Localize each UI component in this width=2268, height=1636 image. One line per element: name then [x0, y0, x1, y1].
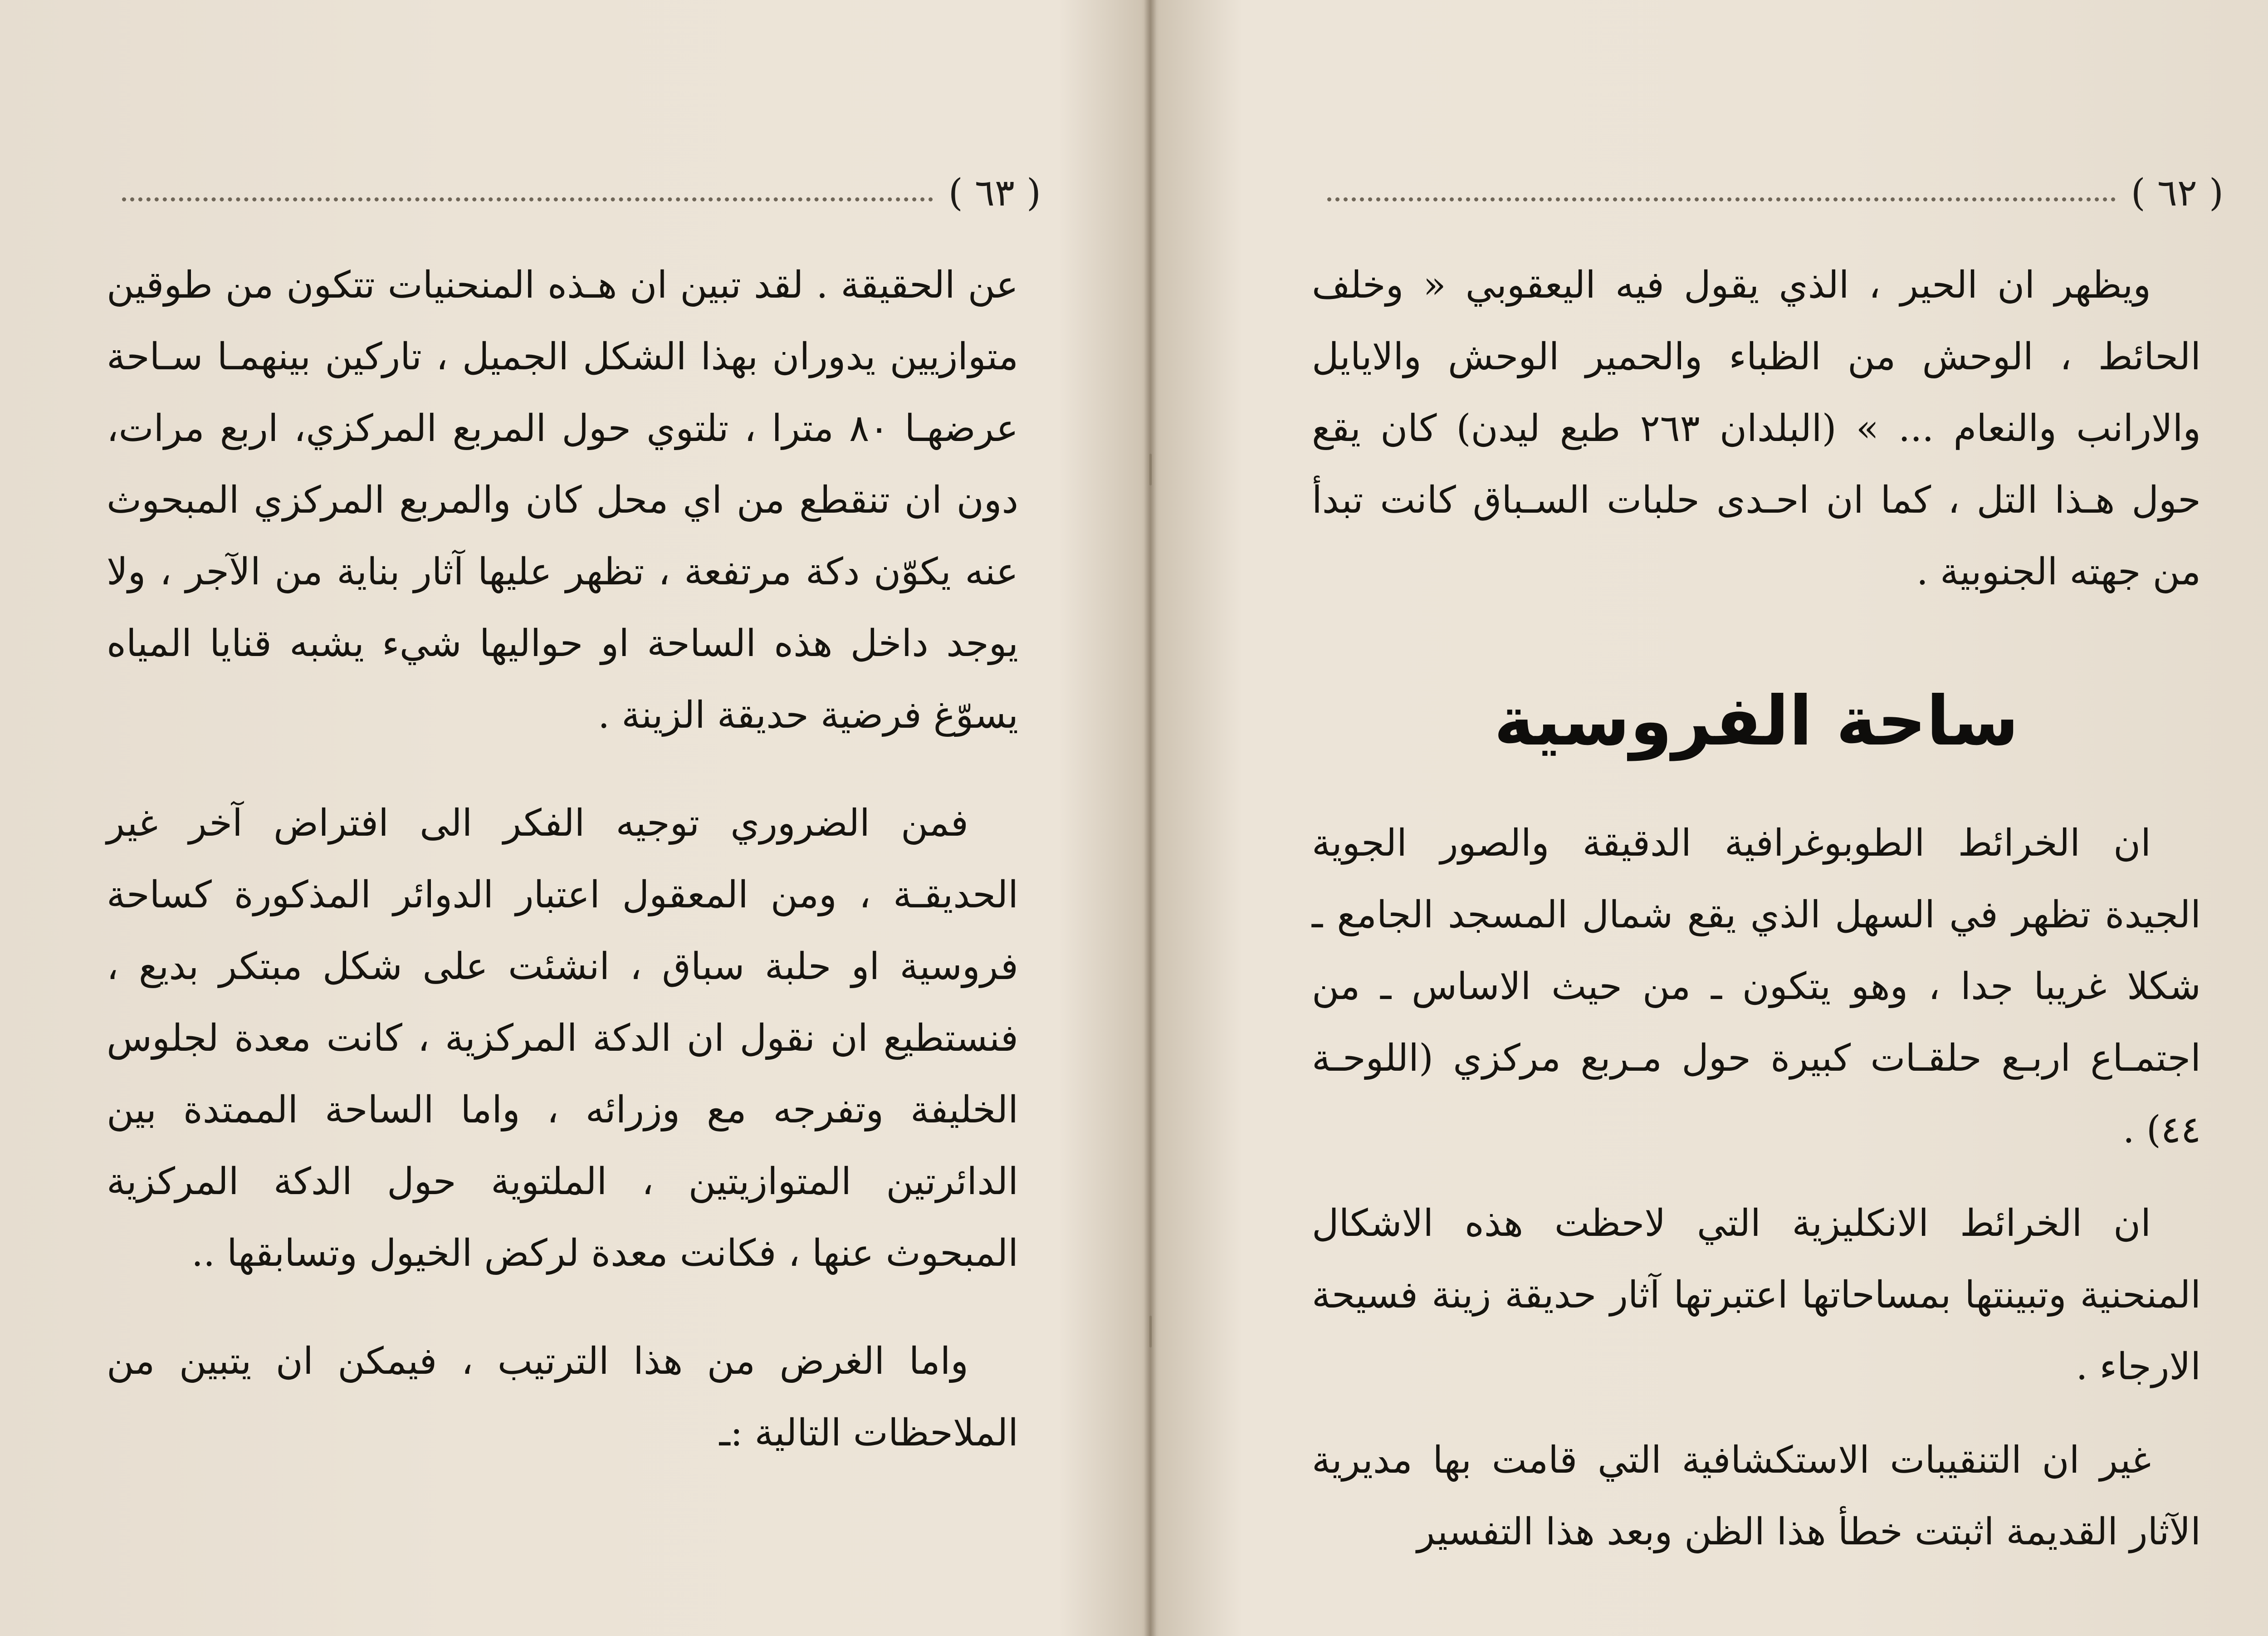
- binding-stitch: [1149, 454, 1152, 485]
- right-paragraph-2: ان الخرائط الانكليزية التي لاحظت هذه الاشكال المنحنية وتبينتها بمساحاتها اعتبرتها آثار حديقة زينة فسيحة الارجاء .: [1312, 1202, 2201, 1388]
- header-dotted-rule: [1327, 197, 2116, 201]
- left-page-body: [107, 250, 1018, 1505]
- left-paragraph-3: واما الغرض من هذا الترتيب ، فيمكن ان يتبين من الملاحظات التالية :ـ: [107, 1340, 1018, 1455]
- right-page-number: ( ٦٢ ): [2131, 171, 2224, 215]
- left-page-number: ( ٦٣ ): [948, 171, 1041, 215]
- left-paragraph-1: عن الحقيقة . لقد تبين ان هـذه المنحنيات تتكون من طوقين متوازيين يدوران بهذا الشكل الجميل ، تاركين بينهمـا سـاحة عرضهـا ٨٠ مترا ، تلتوي حول المربع المركزي، اربع مرات، دون ان تنقطع من اي محل كان والمربع المركزي المبحوث عنه يكوّن دكة مرتفعة ، تظهر عليها آثار بناية من الآجر ، ولا يوجد داخل هذه الساحة او حواليها شيء يشبه قنايا المياه يسوّغ فرضية حديقة الزينة .: [107, 264, 1018, 737]
- header-dotted-rule: [122, 197, 933, 201]
- right-intro-paragraph: ويظهر ان الحير ، الذي يقول فيه اليعقوبي « وخلف الحائط ، الوحش من الظباء والحمير الوحش والايايل والارانب والنعام ... » (البلدان ٢٦٣ طبع ليدن) كان يقع حول هـذا التل ، كما ان احـدى حلبات السـباق كانت تبدأ من جهته الجنوبية .: [1312, 264, 2201, 593]
- right-page: [1153, 0, 2268, 1636]
- left-paragraph-2: فمن الضروري توجيه الفكر الى افتراض آخر غير الحديقـة ، ومن المعقول اعتبار الدوائر المذكورة كساحة فروسية او حلبة سباق ، انشئت على شكل مبتكر بديع ، فنستطيع ان نقول ان الدكة المركزية ، كانت معدة لجلوس الخليفة وتفرجه مع وزرائه ، واما الساحة الممتدة بين الدائرتين المتوازيتين ، الملتوية حول الدكة المركزية المبحوث عنها ، فكانت معدة لركض الخيول وتسابقها ..: [107, 802, 1018, 1275]
- right-page-body: [1312, 250, 2201, 1590]
- right-paragraph-1: ان الخرائط الطوبوغرافية الدقيقة والصور الجوية الجيدة تظهر في السهل الذي يقع شمال المسجد الجامع ـ شكلا غريبا جدا ، وهو يتكون ـ من حيث الاساس ـ من اجتمـاع اربـع حلقـات كبيرة حول مـربع مركزي (اللوحـة ٤٤) .: [1312, 822, 2201, 1151]
- binding-stitch: [1149, 1316, 1152, 1347]
- section-title: ساحة الفروسية: [1494, 682, 2019, 761]
- right-page-header: [1312, 168, 2224, 218]
- left-page-header: [107, 168, 1041, 218]
- right-paragraph-3: غير ان التنقيبات الاستكشافية التي قامت بها مديرية الآثار القديمة اثبتت خطأ هذا الظن وبعد هذا التفسير: [1312, 1439, 2201, 1553]
